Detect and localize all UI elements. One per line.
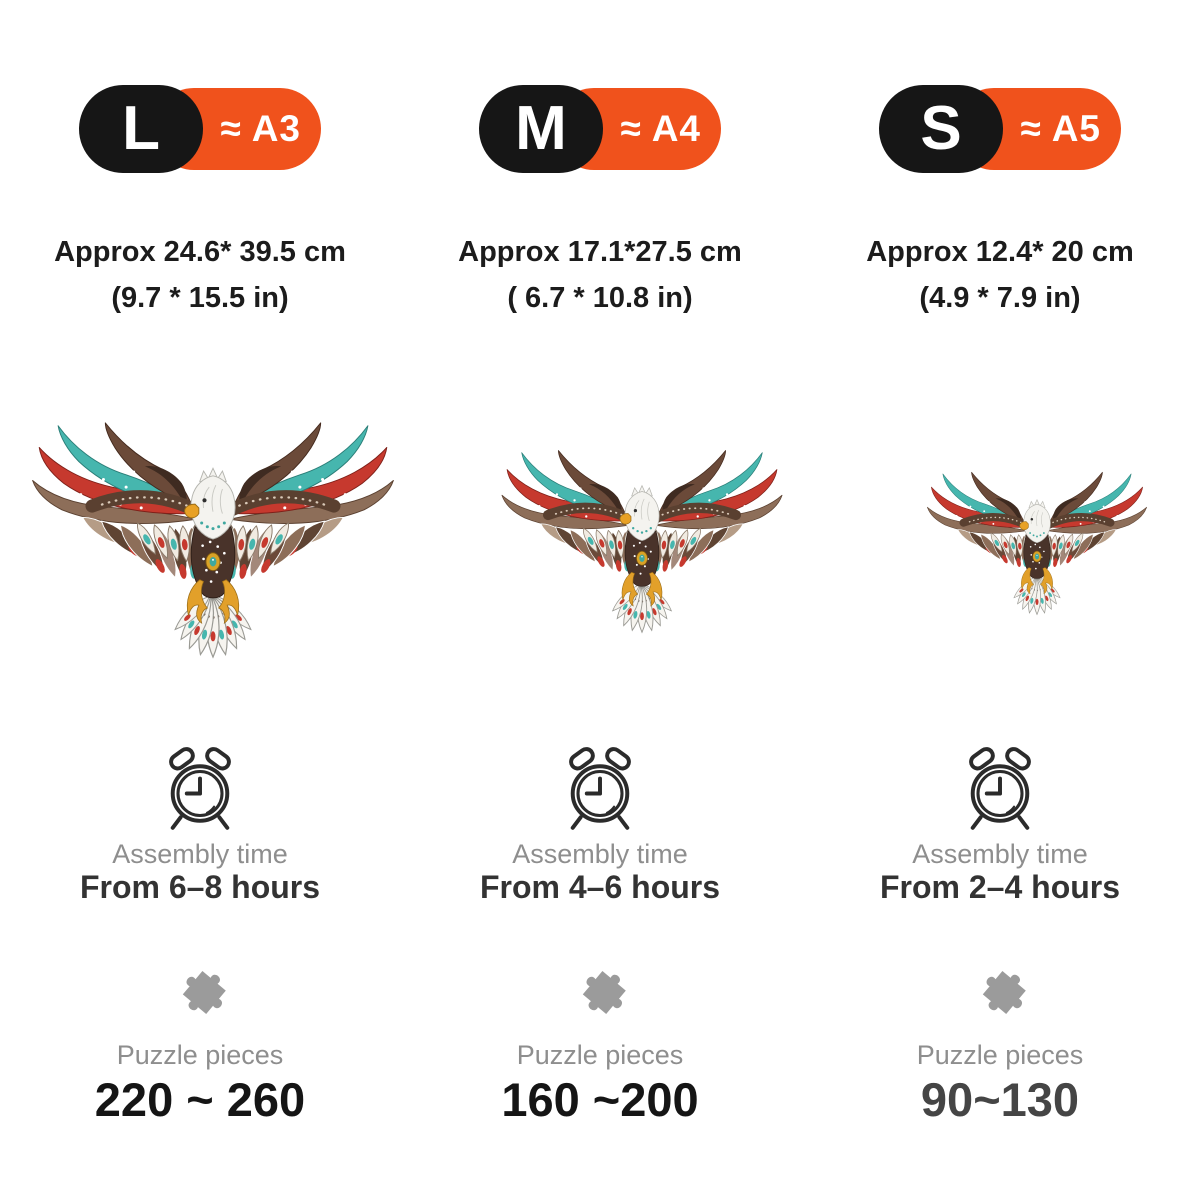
- assembly-time-value: From 4–6 hours: [479, 869, 721, 905]
- eagle-jigsaw-illustration: [24, 421, 402, 676]
- dimensions-in: (4.9 * 7.9 in): [919, 282, 1081, 314]
- puzzle-pieces-label: Puzzle pieces: [116, 1040, 284, 1070]
- size-column-l: [0, 0, 400, 1200]
- size-letter-pill: [479, 85, 603, 173]
- size-letter-pill: [79, 85, 203, 173]
- assembly-time-value: From 2–4 hours: [879, 869, 1121, 905]
- dimensions-in: (9.7 * 15.5 in): [111, 282, 289, 314]
- puzzle-pieces-value: 160 ~200: [501, 1073, 699, 1126]
- size-column-m: [400, 0, 800, 1200]
- assembly-time-value: From 6–8 hours: [79, 869, 321, 905]
- dimensions-in: ( 6.7 * 10.8 in): [507, 282, 693, 314]
- size-letter: L: [122, 94, 160, 163]
- eagle-illustration-wrap: [837, 412, 1200, 684]
- puzzle-pieces-value: 220 ~ 260: [94, 1073, 306, 1126]
- assembly-time-label: Assembly time: [112, 839, 288, 869]
- size-column-s: [800, 0, 1200, 1200]
- eagle-jigsaw-illustration: [495, 449, 789, 647]
- size-badge-m: [479, 85, 721, 173]
- paper-size-label: ≈ A4: [620, 108, 701, 149]
- size-letter-pill: [879, 85, 1003, 173]
- paper-size-label: ≈ A5: [1020, 108, 1101, 149]
- size-badge-l: [79, 85, 321, 173]
- size-letter: S: [920, 94, 962, 163]
- dimensions-cm: Approx 24.6* 39.5 cm: [54, 236, 346, 268]
- dimensions-cm: Approx 17.1*27.5 cm: [458, 236, 742, 268]
- size-letter: M: [515, 94, 567, 163]
- puzzle-pieces-value: 90~130: [920, 1073, 1080, 1126]
- size-badge-s: [879, 85, 1121, 173]
- eagle-illustration-wrap: [442, 412, 842, 684]
- puzzle-piece-icon: [967, 964, 1033, 1030]
- paper-size-label: ≈ A3: [220, 108, 301, 149]
- assembly-time-label: Assembly time: [512, 839, 688, 869]
- alarm-clock-icon: [156, 744, 244, 836]
- alarm-clock-icon: [556, 744, 644, 836]
- puzzle-piece-icon: [567, 964, 633, 1030]
- assembly-time-label: Assembly time: [912, 839, 1088, 869]
- puzzle-piece-icon: [167, 964, 233, 1030]
- puzzle-pieces-label: Puzzle pieces: [516, 1040, 684, 1070]
- alarm-clock-icon: [956, 744, 1044, 836]
- eagle-illustration-wrap: [13, 412, 413, 684]
- dimensions-cm: Approx 12.4* 20 cm: [866, 236, 1134, 268]
- puzzle-pieces-label: Puzzle pieces: [916, 1040, 1084, 1070]
- eagle-jigsaw-illustration: [922, 471, 1152, 626]
